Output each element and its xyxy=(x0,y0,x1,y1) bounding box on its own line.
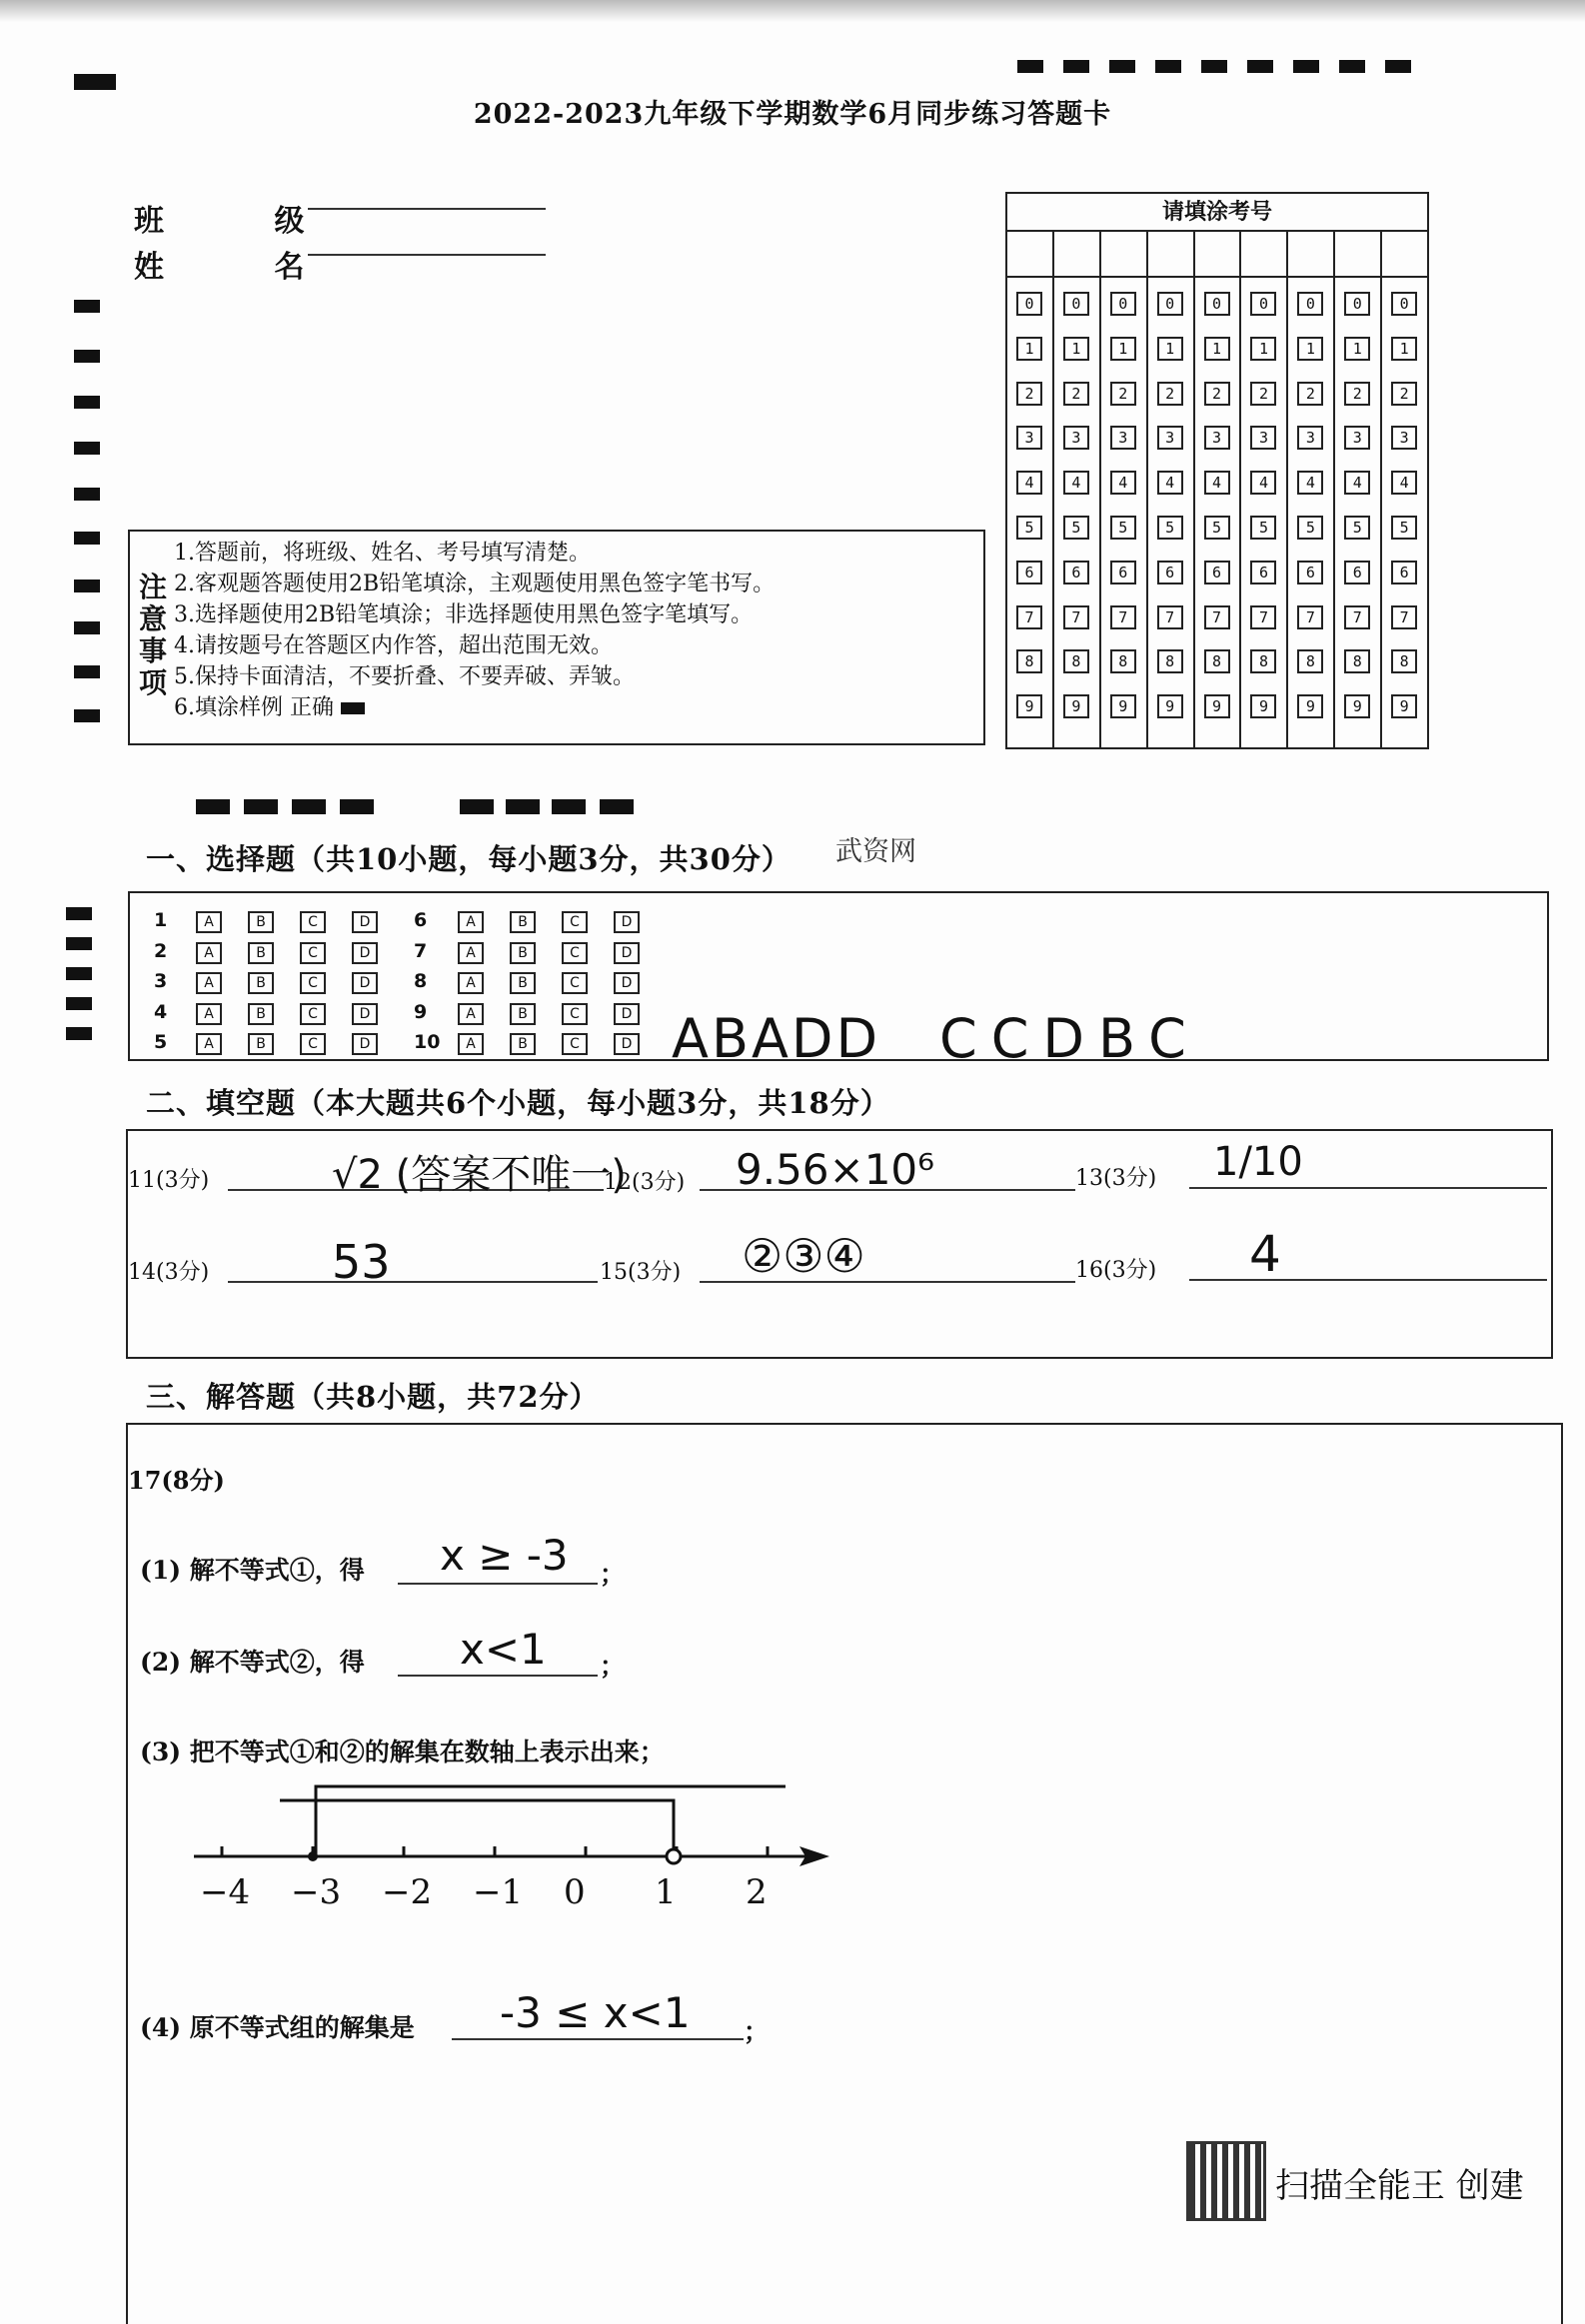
id-digit-bubble[interactable]: 5 xyxy=(1344,516,1370,540)
id-digit-bubble[interactable]: 8 xyxy=(1157,649,1183,673)
choice-option-bubble[interactable]: A xyxy=(196,942,222,964)
notes-heading-char: 事 xyxy=(138,634,167,667)
id-digit-bubble[interactable]: 8 xyxy=(1250,649,1276,673)
notes-heading xyxy=(136,572,170,699)
solution-bracket-1 xyxy=(316,1786,786,1856)
id-digit-bubble[interactable]: 8 xyxy=(1297,649,1323,673)
timing-mark xyxy=(74,396,100,409)
semicolon: ； xyxy=(600,1652,626,1681)
choice-option-bubble[interactable]: C xyxy=(300,1033,326,1055)
choice-option-bubble[interactable]: A xyxy=(458,972,484,994)
id-digit-bubble[interactable]: 6 xyxy=(1110,561,1136,584)
id-digit-bubble[interactable]: 5 xyxy=(1157,516,1183,540)
timing-mark xyxy=(506,799,540,814)
id-digit-bubble[interactable]: 3 xyxy=(1344,426,1370,450)
q17-part4-answer: -3 ≤ x<1 xyxy=(500,1988,691,2037)
timing-mark xyxy=(340,799,374,814)
note-item: 3.选择题使用2B铅笔填涂；非选择题使用黑色签字笔填写。 xyxy=(174,602,754,627)
id-digit-bubble[interactable]: 7 xyxy=(1110,605,1136,629)
note-item: 4.请按题号在答题区内作答，超出范围无效。 xyxy=(174,633,613,658)
id-digit-bubble[interactable]: 5 xyxy=(1391,516,1417,540)
id-digit-bubble[interactable]: 9 xyxy=(1297,694,1323,718)
timing-mark xyxy=(244,799,278,814)
id-digit-bubble[interactable]: 6 xyxy=(1016,561,1042,584)
timing-mark xyxy=(1339,60,1365,73)
id-digit-bubble[interactable]: 7 xyxy=(1204,605,1230,629)
q13-line xyxy=(1189,1187,1547,1189)
notes-heading-char: 意 xyxy=(138,602,167,635)
id-write-cell xyxy=(1241,232,1286,278)
timing-mark xyxy=(1201,60,1227,73)
question-number: 3 xyxy=(154,970,168,992)
id-digit-bubble[interactable]: 7 xyxy=(1250,605,1276,629)
id-digit-bubble[interactable]: 8 xyxy=(1110,649,1136,673)
id-digit-bubble[interactable]: 7 xyxy=(1344,605,1370,629)
id-digit-bubble[interactable]: 9 xyxy=(1250,694,1276,718)
id-digit-bubble[interactable]: 5 xyxy=(1110,516,1136,540)
id-digit-bubble[interactable]: 4 xyxy=(1250,471,1276,495)
q17-part2-answer: x<1 xyxy=(460,1625,547,1674)
timing-mark xyxy=(74,532,100,545)
id-digit-bubble[interactable]: 8 xyxy=(1063,649,1089,673)
id-digit-bubble[interactable]: 5 xyxy=(1297,516,1323,540)
choice-option-bubble[interactable]: A xyxy=(196,972,222,994)
notes-heading-char: 项 xyxy=(138,666,167,699)
question-number: 4 xyxy=(154,1000,168,1023)
id-digit-bubble[interactable]: 2 xyxy=(1250,382,1276,406)
id-digit-bubble[interactable]: 2 xyxy=(1157,382,1183,406)
note-item: 2.客观题答题使用2B铅笔填涂，主观题使用黑色签字笔书写。 xyxy=(174,572,776,596)
solution-bracket-2 xyxy=(280,1800,674,1856)
choice-option-bubble[interactable]: C xyxy=(562,972,588,994)
timing-mark xyxy=(74,350,100,363)
id-digit-bubble[interactable]: 2 xyxy=(1204,382,1230,406)
id-column xyxy=(1288,232,1335,747)
id-digit-bubble[interactable]: 0 xyxy=(1157,292,1183,316)
watermark: 武资网 xyxy=(835,836,916,867)
id-write-cell xyxy=(1101,232,1146,278)
choice-option-bubble[interactable]: B xyxy=(510,972,536,994)
q14-label: 14(3分) xyxy=(128,1260,210,1285)
exam-id-grid xyxy=(1005,192,1429,749)
choice-option-bubble[interactable]: A xyxy=(458,1033,484,1055)
id-digit-bubble[interactable]: 1 xyxy=(1204,337,1230,361)
id-digit-bubble[interactable]: 4 xyxy=(1016,471,1042,495)
notes-box xyxy=(128,530,985,745)
id-digit-bubble[interactable]: 6 xyxy=(1391,561,1417,584)
number-line-label: −4 xyxy=(200,1872,251,1912)
timing-mark xyxy=(196,799,230,814)
note-item: 5.保持卡面清洁，不要折叠、不要弄破、弄皱。 xyxy=(174,664,635,689)
id-digit-bubble[interactable]: 0 xyxy=(1016,292,1042,316)
id-digit-bubble[interactable]: 3 xyxy=(1110,426,1136,450)
id-digit-bubble[interactable]: 9 xyxy=(1110,694,1136,718)
section1-title: 一、选择题（共10小题，每小题3分，共30分） xyxy=(146,842,792,876)
id-digit-bubble[interactable]: 9 xyxy=(1016,694,1042,718)
name-label: 姓 名 xyxy=(134,250,355,285)
timing-mark xyxy=(1109,60,1135,73)
id-digit-bubble[interactable]: 1 xyxy=(1110,337,1136,361)
number-line xyxy=(180,1758,839,1878)
sample-filled-mark xyxy=(341,702,365,714)
choice-option-bubble[interactable]: B xyxy=(510,1003,536,1025)
id-digit-bubble[interactable]: 4 xyxy=(1391,471,1417,495)
id-digit-bubble[interactable]: 6 xyxy=(1063,561,1089,584)
section2-title: 二、填空题（本大题共6个小题，每小题3分，共18分） xyxy=(146,1086,890,1120)
choice-option-bubble[interactable]: A xyxy=(196,1033,222,1055)
choice-option-bubble[interactable]: D xyxy=(614,942,640,964)
id-digit-bubble[interactable]: 3 xyxy=(1204,426,1230,450)
choice-option-bubble[interactable]: D xyxy=(614,1033,640,1055)
choice-option-bubble[interactable]: B xyxy=(248,911,274,933)
q17-part3: (3) 把不等式①和②的解集在数轴上表示出来； xyxy=(140,1738,665,1766)
id-digit-bubble[interactable]: 9 xyxy=(1391,694,1417,718)
id-digit-bubble[interactable]: 0 xyxy=(1391,292,1417,316)
choice-option-bubble[interactable]: B xyxy=(248,942,274,964)
timing-mark xyxy=(1293,60,1319,73)
id-digit-bubble[interactable]: 8 xyxy=(1344,649,1370,673)
notes-list xyxy=(174,538,775,723)
id-digit-bubble[interactable]: 8 xyxy=(1204,649,1230,673)
timing-mark xyxy=(600,799,634,814)
timing-mark xyxy=(1247,60,1273,73)
id-digit-bubble[interactable]: 7 xyxy=(1016,605,1042,629)
choice-option-bubble[interactable]: B xyxy=(248,972,274,994)
timing-mark xyxy=(74,488,100,501)
timing-mark xyxy=(74,665,100,678)
number-line-label: 0 xyxy=(564,1872,586,1912)
choice-option-bubble[interactable]: D xyxy=(352,911,378,933)
id-column xyxy=(1382,232,1427,747)
id-digit-bubble[interactable]: 3 xyxy=(1391,426,1417,450)
id-digit-bubble[interactable]: 5 xyxy=(1204,516,1230,540)
choice-option-bubble[interactable]: B xyxy=(510,911,536,933)
id-column xyxy=(1241,232,1288,747)
id-digit-bubble[interactable]: 1 xyxy=(1391,337,1417,361)
id-digit-bubble[interactable]: 2 xyxy=(1297,382,1323,406)
q17-part4: (4) 原不等式组的解集是 xyxy=(140,2013,415,2042)
timing-mark xyxy=(66,937,92,950)
choice-option-bubble[interactable]: C xyxy=(562,911,588,933)
id-digit-bubble[interactable]: 1 xyxy=(1063,337,1089,361)
q14-answer: 53 xyxy=(332,1235,391,1289)
id-digit-bubble[interactable]: 4 xyxy=(1204,471,1230,495)
choice-option-bubble[interactable]: D xyxy=(614,911,640,933)
id-column xyxy=(1101,232,1148,747)
id-digit-bubble[interactable]: 1 xyxy=(1344,337,1370,361)
section3-title: 三、解答题（共8小题，共72分） xyxy=(146,1380,600,1414)
choice-option-bubble[interactable]: A xyxy=(458,1003,484,1025)
id-write-cell xyxy=(1195,232,1240,278)
timing-mark xyxy=(1155,60,1181,73)
q17-part1: (1) 解不等式①，得 xyxy=(140,1556,365,1585)
timing-mark xyxy=(74,300,100,313)
timing-mark xyxy=(1017,60,1043,73)
id-digit-bubble[interactable]: 2 xyxy=(1110,382,1136,406)
timing-mark xyxy=(552,799,586,814)
q13-label: 13(3分) xyxy=(1075,1166,1157,1191)
id-digit-bubble[interactable]: 1 xyxy=(1250,337,1276,361)
choice-option-bubble[interactable]: A xyxy=(458,911,484,933)
choice-option-bubble[interactable]: A xyxy=(196,911,222,933)
id-digit-bubble[interactable]: 4 xyxy=(1157,471,1183,495)
id-digit-bubble[interactable]: 6 xyxy=(1157,561,1183,584)
choice-option-bubble[interactable]: B xyxy=(248,1033,274,1055)
timing-mark xyxy=(74,74,116,90)
choice-option-bubble[interactable]: D xyxy=(352,972,378,994)
handwritten-answer-6-10: CCDBC xyxy=(939,1007,1200,1070)
timing-mark xyxy=(66,907,92,920)
number-line-label: −3 xyxy=(291,1872,342,1912)
choice-option-bubble[interactable]: C xyxy=(300,942,326,964)
timing-mark xyxy=(74,580,100,592)
choice-option-bubble[interactable]: C xyxy=(300,1003,326,1025)
id-grid-columns xyxy=(1007,232,1427,747)
id-digit-bubble[interactable]: 4 xyxy=(1344,471,1370,495)
choice-option-bubble[interactable]: C xyxy=(562,1003,588,1025)
q12-label: 12(3分) xyxy=(604,1170,686,1195)
question-number: 10 xyxy=(414,1031,441,1053)
timing-mark xyxy=(74,621,100,634)
q15-answer: ②③④ xyxy=(742,1229,865,1283)
semicolon: ； xyxy=(600,1560,626,1589)
class-field[interactable] xyxy=(308,208,546,210)
id-digit-bubble[interactable]: 3 xyxy=(1016,426,1042,450)
id-digit-bubble[interactable]: 0 xyxy=(1297,292,1323,316)
id-write-cell xyxy=(1335,232,1380,278)
id-write-cell xyxy=(1054,232,1099,278)
q17-label: 17(8分) xyxy=(128,1466,225,1495)
scan-edge xyxy=(0,0,1585,22)
class-label: 班 级 xyxy=(134,204,355,239)
q13-answer: 1/10 xyxy=(1213,1139,1303,1185)
id-digit-bubble[interactable]: 7 xyxy=(1297,605,1323,629)
choice-option-bubble[interactable]: A xyxy=(196,1003,222,1025)
id-digit-bubble[interactable]: 4 xyxy=(1297,471,1323,495)
note-item-sample xyxy=(174,692,775,723)
qr-code-icon xyxy=(1189,2144,1263,2218)
choice-option-bubble[interactable]: C xyxy=(300,972,326,994)
q15-label: 15(3分) xyxy=(600,1260,682,1285)
id-digit-bubble[interactable]: 2 xyxy=(1016,382,1042,406)
q11-label: 11(3分) xyxy=(128,1168,210,1193)
id-column xyxy=(1148,232,1195,747)
id-digit-bubble[interactable]: 7 xyxy=(1391,605,1417,629)
id-write-cell xyxy=(1288,232,1333,278)
id-grid-title: 请填涂考号 xyxy=(1007,194,1427,232)
question-number: 6 xyxy=(414,909,428,931)
timing-mark xyxy=(1385,60,1411,73)
page-title: 2022-2023九年级下学期数学6月同步练习答题卡 xyxy=(473,99,1112,130)
id-digit-bubble[interactable]: 5 xyxy=(1063,516,1089,540)
notes-heading-char: 注 xyxy=(138,571,167,603)
id-digit-bubble[interactable]: 5 xyxy=(1016,516,1042,540)
id-digit-bubble[interactable]: 9 xyxy=(1063,694,1089,718)
timing-mark xyxy=(460,799,494,814)
id-digit-bubble[interactable]: 9 xyxy=(1204,694,1230,718)
id-digit-bubble[interactable]: 8 xyxy=(1391,649,1417,673)
id-digit-bubble[interactable]: 6 xyxy=(1297,561,1323,584)
id-digit-bubble[interactable]: 0 xyxy=(1344,292,1370,316)
question-number: 8 xyxy=(414,970,428,992)
id-digit-bubble[interactable]: 1 xyxy=(1297,337,1323,361)
timing-mark xyxy=(74,709,100,722)
timing-mark xyxy=(66,1027,92,1040)
id-digit-bubble[interactable]: 6 xyxy=(1204,561,1230,584)
number-line-label: 1 xyxy=(655,1872,677,1912)
question-number: 7 xyxy=(414,939,428,962)
choice-option-bubble[interactable]: B xyxy=(510,1033,536,1055)
id-digit-bubble[interactable]: 4 xyxy=(1110,471,1136,495)
id-digit-bubble[interactable]: 8 xyxy=(1016,649,1042,673)
scanner-watermark: 扫描全能王 创建 xyxy=(1275,2166,1524,2206)
id-digit-bubble[interactable]: 2 xyxy=(1391,382,1417,406)
choice-option-bubble[interactable]: D xyxy=(352,942,378,964)
id-digit-bubble[interactable]: 6 xyxy=(1344,561,1370,584)
q16-line xyxy=(1189,1279,1547,1281)
timing-mark xyxy=(66,967,92,980)
number-line-label: −2 xyxy=(382,1872,433,1912)
closed-point-minus3 xyxy=(308,1851,318,1861)
question-number: 5 xyxy=(154,1031,168,1053)
q17-part1-answer: x ≥ -3 xyxy=(440,1531,569,1580)
id-column xyxy=(1195,232,1242,747)
id-column xyxy=(1335,232,1382,747)
number-line-label: −1 xyxy=(473,1872,524,1912)
note-item: 1.答题前，将班级、姓名、考号填写清楚。 xyxy=(174,541,591,566)
choice-option-bubble[interactable]: B xyxy=(248,1003,274,1025)
id-column xyxy=(1007,232,1054,747)
choice-option-bubble[interactable]: D xyxy=(352,1003,378,1025)
q16-label: 16(3分) xyxy=(1075,1258,1157,1283)
id-digit-bubble[interactable]: 7 xyxy=(1063,605,1089,629)
note-item: 6.填涂样例 正确 xyxy=(174,695,334,720)
choice-option-bubble[interactable]: C xyxy=(562,942,588,964)
timing-mark xyxy=(66,997,92,1010)
semicolon: ； xyxy=(744,2017,770,2046)
choice-option-bubble[interactable]: C xyxy=(300,911,326,933)
timing-mark xyxy=(74,442,100,455)
choice-option-bubble[interactable]: D xyxy=(352,1033,378,1055)
question-number: 9 xyxy=(414,1000,428,1023)
id-digit-bubble[interactable]: 1 xyxy=(1016,337,1042,361)
id-digit-bubble[interactable]: 3 xyxy=(1250,426,1276,450)
question-number: 1 xyxy=(154,909,168,931)
id-digit-bubble[interactable]: 0 xyxy=(1063,292,1089,316)
q16-answer: 4 xyxy=(1249,1225,1281,1283)
id-write-cell xyxy=(1148,232,1193,278)
id-digit-bubble[interactable]: 3 xyxy=(1063,426,1089,450)
id-column xyxy=(1054,232,1101,747)
timing-mark xyxy=(292,799,326,814)
id-digit-bubble[interactable]: 9 xyxy=(1157,694,1183,718)
q14-line xyxy=(228,1281,598,1283)
choice-option-bubble[interactable]: D xyxy=(614,1003,640,1025)
id-digit-bubble[interactable]: 0 xyxy=(1110,292,1136,316)
id-digit-bubble[interactable]: 3 xyxy=(1297,426,1323,450)
timing-mark xyxy=(1063,60,1089,73)
name-field[interactable] xyxy=(308,254,546,256)
id-write-cell xyxy=(1382,232,1427,278)
id-digit-bubble[interactable]: 1 xyxy=(1157,337,1183,361)
handwritten-answer-1-5: ABADD xyxy=(672,1007,881,1070)
choice-option-bubble[interactable]: B xyxy=(510,942,536,964)
id-write-cell xyxy=(1007,232,1052,278)
question-number: 2 xyxy=(154,939,168,962)
q17-part4-line xyxy=(452,2038,744,2040)
q17-part2-line xyxy=(398,1675,598,1677)
q12-answer: 9.56×10⁶ xyxy=(736,1145,934,1194)
id-digit-bubble[interactable]: 9 xyxy=(1344,694,1370,718)
q17-part2: (2) 解不等式②，得 xyxy=(140,1648,365,1677)
id-digit-bubble[interactable]: 7 xyxy=(1157,605,1183,629)
id-digit-bubble[interactable]: 2 xyxy=(1344,382,1370,406)
choice-option-bubble[interactable]: A xyxy=(458,942,484,964)
choice-option-bubble[interactable]: C xyxy=(562,1033,588,1055)
choice-option-bubble[interactable]: D xyxy=(614,972,640,994)
id-digit-bubble[interactable]: 0 xyxy=(1204,292,1230,316)
id-digit-bubble[interactable]: 3 xyxy=(1157,426,1183,450)
id-digit-bubble[interactable]: 5 xyxy=(1250,516,1276,540)
id-digit-bubble[interactable]: 0 xyxy=(1250,292,1276,316)
id-digit-bubble[interactable]: 2 xyxy=(1063,382,1089,406)
id-digit-bubble[interactable]: 4 xyxy=(1063,471,1089,495)
q17-part1-line xyxy=(398,1583,598,1585)
q11-answer: √2 (答案不唯一) xyxy=(332,1152,627,1198)
open-point-1 xyxy=(667,1849,681,1863)
number-line-label: 2 xyxy=(746,1872,768,1912)
id-digit-bubble[interactable]: 6 xyxy=(1250,561,1276,584)
